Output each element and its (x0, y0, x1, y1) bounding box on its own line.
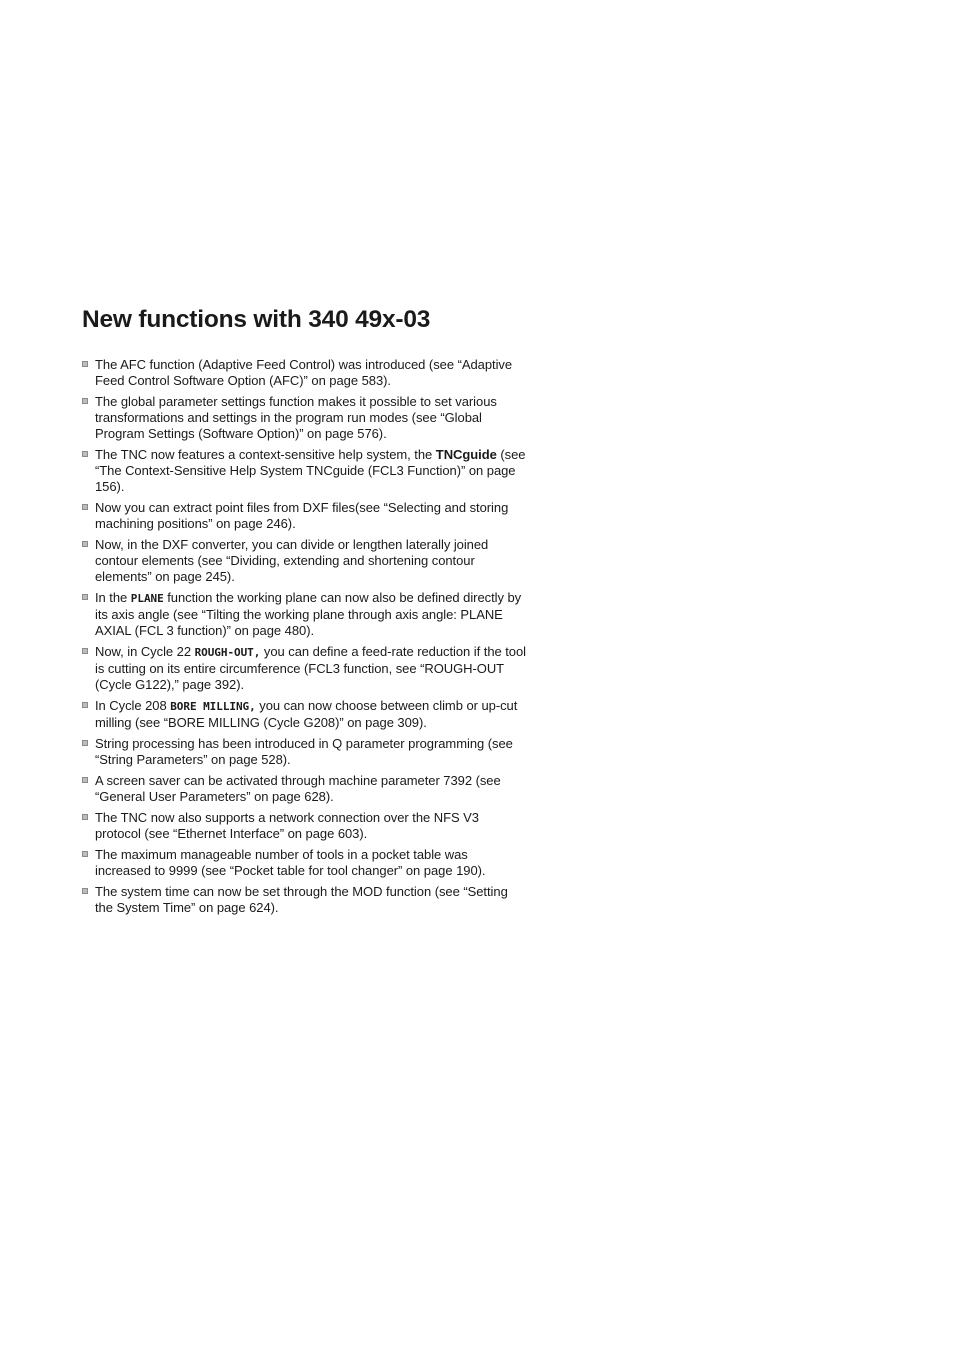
square-bullet-icon (82, 702, 88, 708)
list-item-text: In the (95, 590, 131, 605)
code-keyword: ROUGH-OUT, (194, 646, 261, 659)
square-bullet-icon (82, 740, 88, 746)
square-bullet-icon (82, 594, 88, 600)
square-bullet-icon (82, 361, 88, 367)
list-item-text: The system time can now be set through the MOD function (see “Setting the System Time” on page 624). (95, 884, 508, 915)
tncguide-term: TNCguide (435, 447, 497, 462)
list-item-text: The TNC now also supports a network connection over the NFS V3 protocol (see “Ethernet Interface” on page 603). (95, 810, 479, 841)
list-item (82, 847, 527, 879)
square-bullet-icon (82, 648, 88, 654)
list-item-text: The AFC function (Adaptive Feed Control) was introduced (see “Adaptive Feed Control Software Option (AFC)” on page 583). (95, 357, 513, 388)
code-keyword: PLANE (130, 592, 164, 605)
square-bullet-icon (82, 541, 88, 547)
list-item (82, 500, 527, 532)
list-item-text: The TNC now features a context-sensitive help system, the (95, 447, 436, 462)
list-item-text: The maximum manageable number of tools in a pocket table was increased to 9999 (see “Pocket table for tool changer” on page 190). (95, 847, 486, 878)
list-item-text: you can now choose between climb or up-cut milling (see “BORE MILLING (Cycle G208)” on page 309). (95, 698, 518, 730)
square-bullet-icon (82, 451, 88, 457)
feature-list (82, 357, 527, 921)
list-item (82, 644, 527, 693)
list-item (82, 884, 527, 916)
list-item-text: Now, in the DXF converter, you can divide or lengthen laterally joined contour elements (see “Dividing, extending and shortening contour elements” on page 245). (95, 537, 489, 584)
list-item-text: A screen saver can be activated through machine parameter 7392 (see “General User Parameters” on page 628). (95, 773, 501, 804)
list-item (82, 736, 527, 768)
list-item-text: (see “The Context-Sensitive Help System TNCguide (FCL3 Function)” on page 156). (95, 447, 526, 494)
square-bullet-icon (82, 851, 88, 857)
square-bullet-icon (82, 777, 88, 783)
code-keyword: BORE MILLING, (170, 700, 256, 713)
page-title: New functions with 340 49x-03 (82, 306, 431, 333)
list-item (82, 447, 527, 495)
list-item (82, 810, 527, 842)
list-item-text: String processing has been introduced in Q parameter programming (see “String Parameters” on page 528). (95, 736, 513, 767)
square-bullet-icon (82, 398, 88, 404)
list-item (82, 394, 527, 442)
list-item (82, 773, 527, 805)
square-bullet-icon (82, 504, 88, 510)
list-item-text: In Cycle 208 (95, 698, 171, 713)
square-bullet-icon (82, 814, 88, 820)
list-item (82, 590, 527, 639)
square-bullet-icon (82, 888, 88, 894)
list-item (82, 698, 527, 731)
list-item-text: Now you can extract point files from DXF files(see “Selecting and storing machining positions” on page 246). (95, 500, 509, 531)
list-item-text: you can define a feed-rate reduction if the tool is cutting on its entire circumference (FCL3 function, see “ROUGH-OUT (Cycle G122),” page 392). (95, 644, 526, 692)
list-item (82, 537, 527, 585)
list-item-text: function the working plane can now also be defined directly by its axis angle (see “Tilting the working plane through axis angle: PLANE AXIAL (FCL 3 function)” on page 480). (95, 590, 522, 638)
list-item-text: Now, in Cycle 22 (95, 644, 195, 659)
list-item-text: The global parameter settings function makes it possible to set various transformations and settings in the program run modes (see “Global Program Settings (Software Option)” on page 576). (95, 394, 497, 441)
list-item (82, 357, 527, 389)
